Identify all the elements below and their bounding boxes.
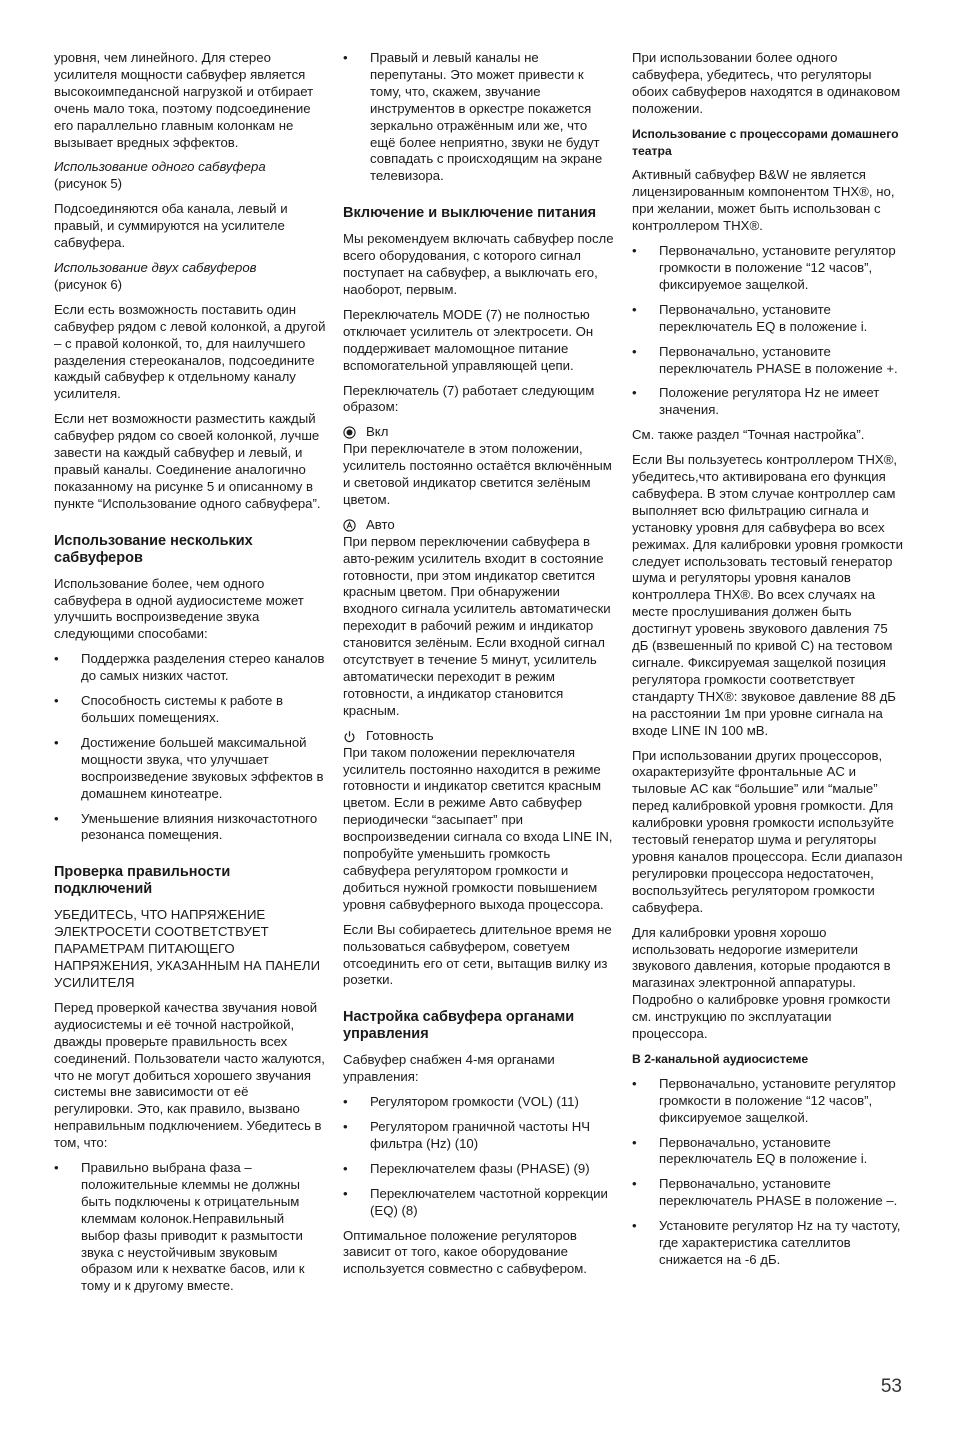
on-mode-icon (343, 426, 356, 439)
paragraph: При использовании более одного сабвуфера, убедитесь, что регуляторы обоих сабвуферов находятся в одинаковом положении. (632, 50, 901, 116)
figure-ref: (рисунок 6) (54, 276, 123, 292)
paragraph: При использовании других процессоров, охарактеризуйте фронтальные AC и тыловые AC как “большие” или “малые” перед калибровкой уровня громкости. Для калибровки уровня громкости используйте тестовый генератор шума и регуляторы уровня каналов процессора. Если диапазон регулировки процессора недостаточен, воспользуйтесь регулятором громкости сабвуфера. (632, 747, 903, 915)
bullet-icon: • (54, 693, 59, 709)
list-item (632, 243, 904, 294)
list-item (54, 651, 326, 685)
bullet-list (632, 243, 904, 419)
mode-label: Авто (366, 516, 395, 532)
list-item (632, 344, 904, 378)
bullet-icon: • (343, 1185, 348, 1201)
paragraph: Переключатель (7) работает следующим образом: (343, 382, 595, 415)
paragraph: См. также раздел “Точная настройка”. (632, 427, 865, 443)
bullet-list (54, 651, 326, 844)
bullet-icon: • (54, 734, 59, 750)
bullet-icon: • (632, 1218, 637, 1234)
paragraph: Переключатель MODE (7) не полностью отключает усилитель от электросети. Он поддерживает маломощное питание вспомогательной управляющей цепи. (343, 306, 594, 373)
paragraph: Если Вы пользуетесь контроллером THX®, убедитесь,что активирована его функция сабвуфера. В этом случае контроллер сам выполняет всю фильтрацию сигнала и установку уровня для сабвуфера во всех режимах. Для калибровки уровня громкости следует использовать тестовый генератор шума и регуляторы уровня каналов контроллера THX®. Во всех случаях на месте прослушивания должен быть достигнут уровень звукового давления 75 дБ (взвешенный по кривой C) на тестовом сигнале. Фиксируемая защелкой позиция регулятора громкости соответствует стандарту THX®: звуковое давление 88 дБ на расстоянии 1м при уровне сигнала на входе LINE IN 100 мВ. (632, 452, 903, 738)
bullet-icon: • (632, 1176, 637, 1192)
bullet-icon: • (632, 343, 637, 359)
bullet-icon: • (632, 301, 637, 317)
list-item-text: Положение регулятора Hz не имеет значения. (659, 385, 880, 418)
paragraph: Использование более, чем одного сабвуфера в одной аудиосистеме может улучшить воспроизведение звука следующими способами: (54, 575, 304, 642)
mode-on (343, 424, 615, 509)
bullet-icon: • (343, 50, 348, 65)
subsection-title: Использование двух сабвуферов (54, 259, 257, 275)
list-item (54, 735, 326, 803)
column-left (54, 50, 326, 1303)
paragraph: Если есть возможность поставить один сабвуфер рядом с левой колонкой, а другой – с правой колонкой, то, для наилучшего разделения стереоканалов, подсоедините каждый сабвуфер к отдельному каналу усилителя. (54, 301, 326, 402)
mode-description: При переключателе в этом положении, усилитель постоянно остаётся включённым и световой индикатор светится зелёным цветом. (343, 441, 612, 507)
mode-label: Вкл (366, 424, 389, 440)
list-item (343, 1094, 615, 1111)
subsection-heading: В 2-канальной аудиосистеме (632, 1051, 809, 1066)
list-item (54, 693, 326, 727)
list-item-text: Первоначально, установите переключатель PHASE в положение –. (659, 1176, 898, 1209)
list-item (632, 1076, 904, 1127)
list-item (632, 302, 904, 336)
list-item-text: Первоначально, установите переключатель EQ в положение i. (659, 301, 868, 334)
subsection-title: Использование одного сабвуфера (54, 159, 266, 175)
paragraph: Подсоединяются оба канала, левый и правый, и суммируются на усилителе сабвуфера. (54, 201, 288, 251)
bullet-icon: • (343, 1094, 348, 1110)
section-heading: Настройка сабвуфера органами управления (343, 1009, 575, 1043)
list-item-text: Правильно выбрана фаза – положительные клеммы не должны быть подключены к отрицательным клеммам колонок.Неправильный выбор фазы приводит к размытости звука с неустойчивым звуковым образом или к нехватке басов, или к тому и к другому вместе. (81, 1160, 305, 1294)
paragraph: Если нет возможности разместить каждый сабвуфер рядом со своей колонкой, лучше завести на каждый сабвуфер и левый, и правый каналы. Соединение аналогично показанному на рисунке 5 и описанному в пункте “Использование одного сабвуфера”. (54, 411, 321, 511)
page-number: 53 (880, 1376, 902, 1397)
paragraph: Активный сабвуфер B&W не является лицензированным компонентом THX®, но, при желании, может быть использован с контроллером THX®. (632, 167, 895, 234)
list-item (632, 1218, 904, 1269)
column-middle (343, 50, 615, 1286)
paragraph: уровня, чем линейного. Для стерео усилителя мощности сабвуфер является высокоимпедансной нагрузкой и отбирает очень мало тока, поэтому подсоединение его параллельно главным колонкам не вызывает вредных эффектов. (54, 50, 314, 150)
bullet-icon: • (343, 1160, 348, 1176)
subsection-heading: Использование с процессорами домашнего театра (632, 126, 899, 158)
list-item (632, 1135, 904, 1169)
paragraph: Если Вы собираетесь длительное время не пользоваться сабвуфером, советуем отсоединить его от сети, вытащив вилку из розетки. (343, 921, 612, 988)
list-item-text: Переключателем фазы (PHASE) (9) (370, 1160, 590, 1176)
list-item (54, 1160, 326, 1295)
bullet-list (632, 1076, 904, 1269)
paragraph: Перед проверкой качества звучания новой аудиосистемы и её точной настройкой, дважды проверьте правильность всех соединений. Пользователи часто жалуются, что не могут добиться хорошего звучания системы вне зависимости от её регулировки. Это, как правило, вызвано неправильным подключением. Убедитесь в том, что: (54, 999, 325, 1151)
subsection-single-sub (54, 159, 326, 193)
mode-standby (343, 728, 615, 914)
mode-auto (343, 517, 615, 720)
warning-text: УБЕДИТЕСЬ, ЧТО НАПРЯЖЕНИЕ ЭЛЕКТРОСЕТИ СООТВЕТСТВУЕТ ПАРАМЕТРАМ ПИТАЮЩЕГО НАПРЯЖЕНИЯ, УКАЗАННЫМ НА ПАНЕЛИ УСИЛИТЕЛЯ (54, 907, 321, 990)
list-item-text: Установите регулятор Hz на ту частоту, где характеристика сателлитов снижается на -6 дБ. (659, 1218, 901, 1267)
figure-ref: (рисунок 5) (54, 176, 123, 192)
bullet-icon: • (632, 1134, 637, 1150)
list-item-text: Способность системы к работе в больших помещениях. (81, 693, 283, 725)
section-heading: Проверка правильности подключений (54, 864, 231, 898)
paragraph: Для калибровки уровня хорошо использовать недорогие измерители звукового давления, которые продаются в магазинах электронной аппаратуры. Подробно о калибровке уровня громкости см. инструкцию по эксплуатации процессора. (632, 924, 891, 1042)
mode-description: При первом переключении сабвуфера в авто-режим усилитель входит в состояние готовности, при этом индикатор светится красным цветом. При обнаружении входного сигнала усилитель автоматически переходит в рабочий режим и индикатор становится зелёным. Если входной сигнал отсутствует в течение 5 минут, усилитель автоматически переходит в режим готовности, а индикатор становится красным. (343, 533, 611, 718)
list-item-text: Регулятором громкости (VOL) (11) (370, 1094, 579, 1110)
bullet-icon: • (54, 810, 59, 826)
list-item-text: Достижение большей максимальной мощности звука, что улучшает воспроизведение звуковых эффектов в домашнем кинотеатре. (81, 734, 324, 801)
list-item-text: Поддержка разделения стерео каналов до самых низких частот. (81, 651, 325, 684)
list-item (343, 1119, 615, 1153)
paragraph: Оптимальное положение регуляторов зависит от того, какое оборудование используется совместно с сабвуфером. (343, 1227, 587, 1277)
list-item (343, 50, 615, 185)
subsection-two-subs (54, 260, 326, 294)
bullet-icon: • (632, 1075, 637, 1091)
column-right (632, 50, 904, 1277)
bullet-icon: • (54, 1160, 59, 1176)
list-item-text: Регулятором граничной частоты НЧ фильтра (Hz) (10) (370, 1119, 591, 1151)
list-item (632, 1176, 904, 1210)
auto-mode-icon (343, 519, 356, 532)
bullet-icon: • (343, 1119, 348, 1135)
list-item-text: Уменьшение влияния низкочастотного резонанса помещения. (81, 810, 318, 843)
bullet-list (343, 1094, 615, 1219)
list-item-text: Первоначально, установите регулятор громкости в положение “12 часов”, фиксируемое защелкой. (659, 243, 896, 292)
list-item (343, 1186, 615, 1220)
list-item (343, 1161, 615, 1178)
list-item-text: Первоначально, установите регулятор громкости в положение “12 часов”, фиксируемое защелкой. (659, 1075, 896, 1125)
bullet-icon: • (54, 651, 59, 667)
list-item-text: Первоначально, установите переключатель PHASE в положение +. (659, 343, 898, 376)
list-item-text: Переключателем частотной коррекции (EQ) (8) (370, 1185, 608, 1218)
bullet-list (343, 50, 615, 185)
list-item-text: Первоначально, установите переключатель EQ в положение i. (659, 1134, 868, 1167)
paragraph: Мы рекомендуем включать сабвуфер после всего оборудования, с которого сигнал поступает на сабвуфер, а выключать его, наоборот, первым. (343, 231, 614, 297)
bullet-list (54, 1160, 326, 1295)
bullet-icon: • (632, 243, 637, 259)
section-heading: Включение и выключение питания (343, 205, 597, 222)
standby-power-icon (343, 730, 356, 743)
bullet-icon: • (632, 385, 637, 401)
list-item-text: Правый и левый каналы не перепутаны. Это может привести к тому, что, скажем, звучание инструментов в оркестре покажется зеркально отражённым или же, что ещё более неприятно, звуки не будут совпадать с происходящим на экране телевизора. (370, 50, 603, 184)
mode-label: Готовность (366, 727, 434, 743)
list-item (632, 385, 904, 419)
mode-description: При таком положении переключателя усилитель постоянно находится в режиме готовности и индикатор светится красным цветом. Если в режиме Авто сабвуфер периодически “засыпает” при воспроизведении сигнала со входа LINE IN, попробуйте уменьшить громкость сабвуфера регулятором громкости и добиться нужной громкости повышением уровня сабвуферного выхода процессора. (343, 744, 613, 912)
section-heading: Использование нескольких сабвуферов (54, 532, 253, 566)
list-item (54, 811, 326, 845)
paragraph: Сабвуфер снабжен 4-мя органами управления: (343, 1052, 555, 1085)
